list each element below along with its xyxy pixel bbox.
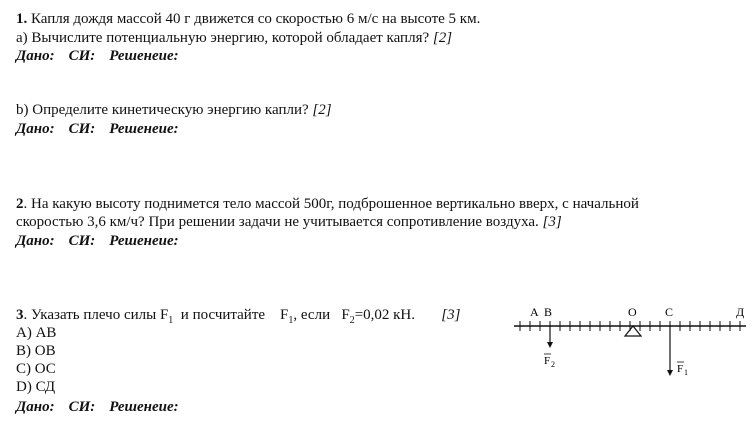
option-d: D) СД: [16, 379, 56, 395]
problem-3-number: 3: [16, 307, 24, 323]
solution-label: Решенеие:: [109, 48, 179, 64]
given-row-4: [16, 398, 193, 416]
force-2-subscript: 2: [349, 315, 355, 326]
problem-3-text-b: и посчитайте: [180, 307, 266, 323]
given-label: Дано:: [16, 48, 55, 64]
problem-3-text-c: F: [280, 307, 289, 323]
lever-diagram: [510, 300, 750, 380]
solution-label: Решенеие:: [109, 121, 179, 137]
option-c: C) ОС: [16, 361, 56, 377]
problem-1-text: Капля дождя массой 40 г движется со скоростью 6 м/с на высоте 5 км.: [31, 11, 481, 27]
point-label-o: О: [628, 305, 637, 319]
si-label: СИ:: [68, 233, 96, 249]
given-row-1: [16, 47, 193, 65]
force-1-subscript-b: 1: [288, 315, 294, 326]
problem-1-part-b-text: b) Определите кинетическую энергию капли?: [16, 102, 309, 118]
given-row-3: [16, 232, 193, 250]
problem-3-text-f: =0,02 кН.: [354, 307, 416, 323]
solution-label: Решенеие:: [109, 233, 179, 249]
option-a: A) АВ: [16, 325, 57, 341]
given-label: Дано:: [16, 399, 55, 415]
problem-1-part-a: [16, 29, 452, 47]
force-2-label: F: [544, 355, 551, 367]
point-label-b: В: [544, 305, 553, 319]
si-label: СИ:: [68, 48, 96, 64]
option-b: B) ОВ: [16, 343, 56, 359]
force-1-subscript: 1: [168, 315, 174, 326]
fulcrum-icon: [625, 326, 641, 336]
problem-2-points: [3]: [542, 214, 562, 230]
force-1-label-sub: 1: [684, 368, 688, 377]
problem-1-part-b: [16, 101, 332, 119]
si-label: СИ:: [68, 121, 96, 137]
problem-1-part-a-text: a) Вычислите потенциальную энергию, которой обладает капля?: [16, 30, 430, 46]
problem-3-text-e: F: [341, 307, 350, 323]
force-1-arrow-head: [667, 370, 673, 376]
force-2-arrow-head: [547, 342, 553, 348]
force-2-label-sub: 2: [551, 360, 555, 369]
problem-2-text-1: . На какую высоту поднимется тело массой 500г, подброшенное вертикально вверх, с начальной: [23, 196, 639, 212]
given-label: Дано:: [16, 233, 55, 249]
problem-2-number: 2: [16, 196, 24, 212]
solution-label: Решенеие:: [109, 399, 179, 415]
point-label-d: Д: [736, 305, 745, 319]
si-label: СИ:: [68, 399, 96, 415]
problem-2-text-2: скоростью 3,6 км/ч? При решении задачи не учитывается сопротивление воздуха.: [16, 214, 539, 230]
force-1-label: F: [677, 363, 684, 375]
problem-3-text-d: , если: [293, 307, 331, 323]
given-row-2: [16, 120, 193, 138]
problem-1-part-a-points: [2]: [432, 30, 453, 46]
problem-3-statement: [16, 306, 460, 330]
problem-1-statement: [16, 10, 480, 28]
problem-1-number: 1.: [16, 11, 28, 27]
problem-3-points: [3]: [441, 307, 461, 323]
point-label-c: С: [665, 305, 674, 319]
point-label-a: А: [530, 305, 539, 319]
problem-3-text-a: . Указать плечо силы F: [23, 307, 169, 323]
given-label: Дано:: [16, 121, 55, 137]
problem-2-line-1: [16, 195, 639, 213]
problem-2-line-2: [16, 213, 562, 231]
problem-1-part-b-points: [2]: [312, 102, 332, 118]
